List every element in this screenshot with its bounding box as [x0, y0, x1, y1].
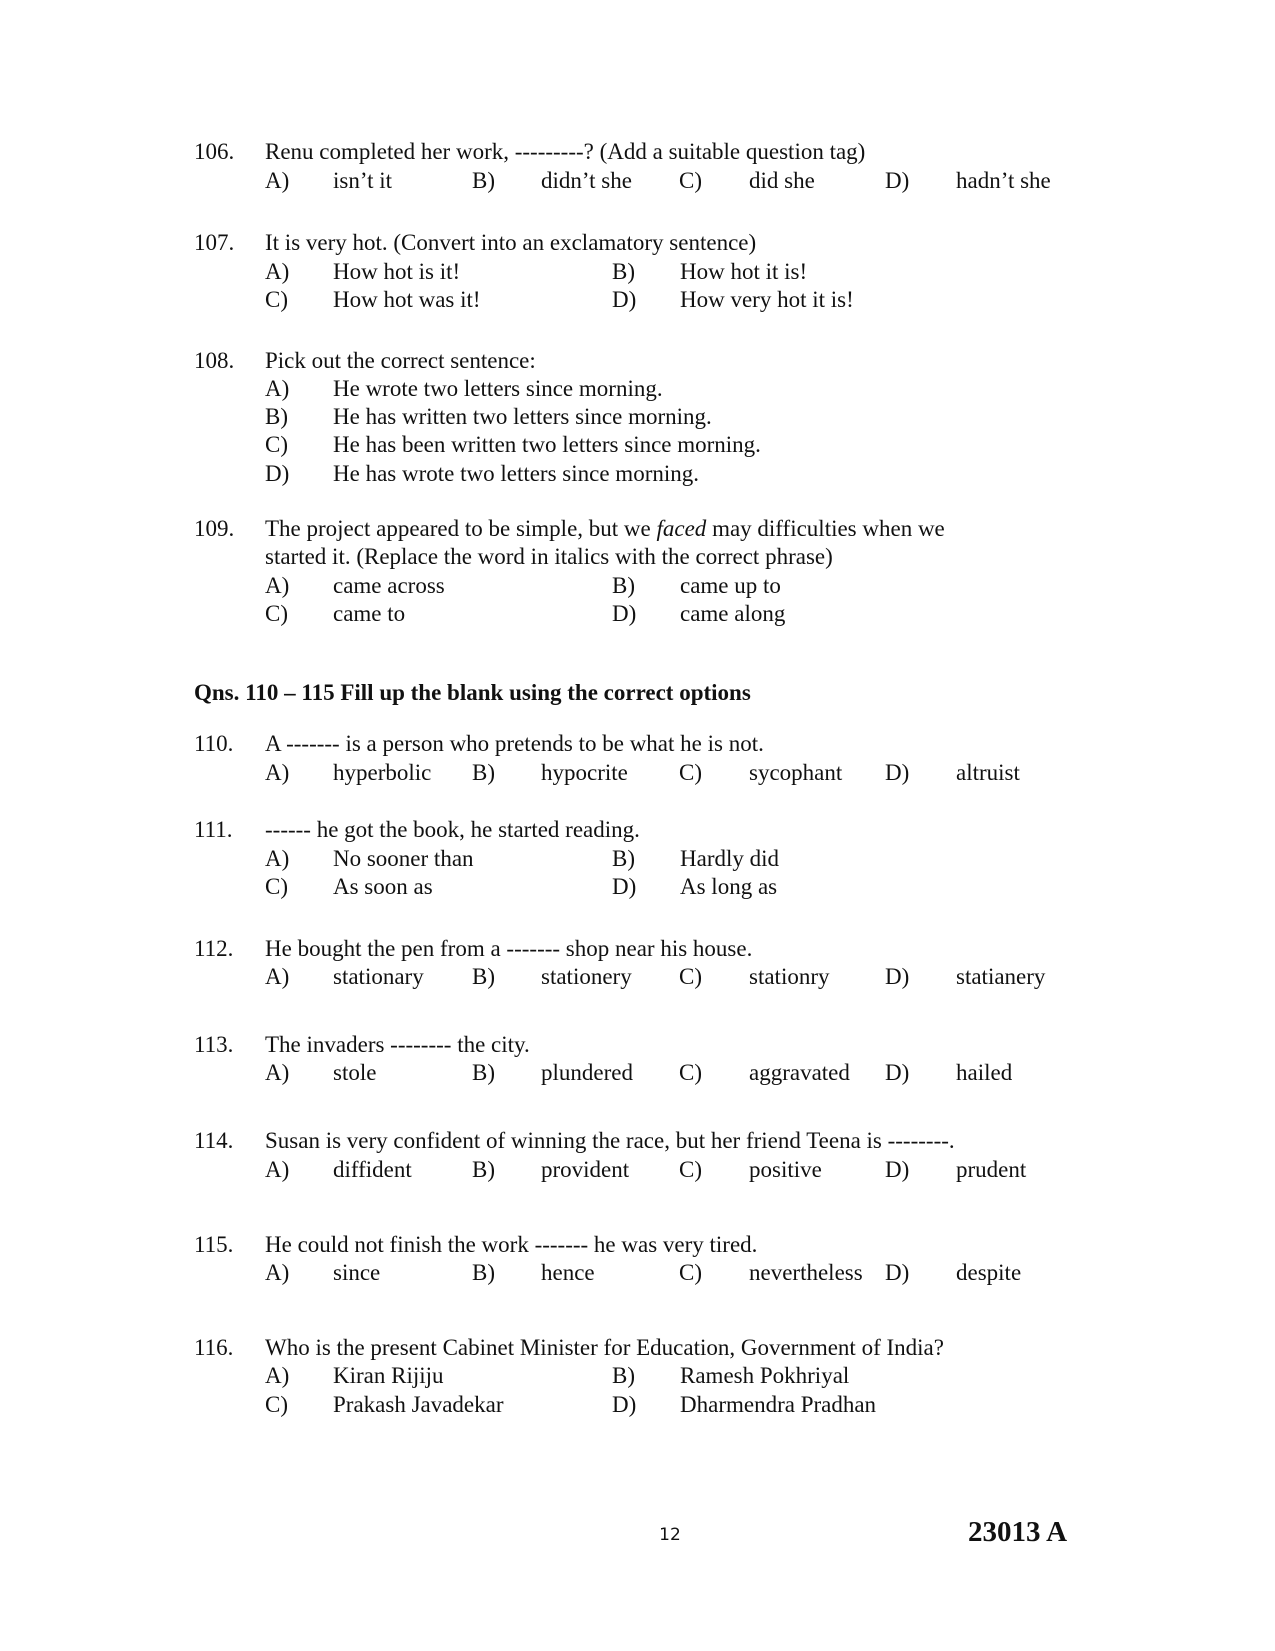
- option-text[interactable]: Dharmendra Pradhan: [680, 1392, 877, 1417]
- question-stem: Susan is very confident of winning the race, but her friend Teena is --------.: [265, 1128, 955, 1153]
- option-text[interactable]: altruist: [956, 760, 1020, 785]
- option-letter[interactable]: A): [265, 573, 290, 598]
- option-text[interactable]: didn’t she: [541, 168, 632, 193]
- question-number: 111.: [194, 817, 233, 842]
- option-letter[interactable]: C): [679, 964, 702, 989]
- question-number: 106.: [194, 139, 235, 164]
- option-text[interactable]: stationary: [333, 964, 424, 989]
- option-letter[interactable]: A): [265, 964, 290, 989]
- option-text[interactable]: hypocrite: [541, 760, 628, 785]
- option-letter[interactable]: D): [885, 1157, 910, 1182]
- option-letter[interactable]: B): [265, 404, 288, 429]
- option-text[interactable]: positive: [749, 1157, 822, 1182]
- option-text[interactable]: Ramesh Pokhriyal: [680, 1363, 850, 1388]
- option-text[interactable]: He wrote two letters since morning.: [333, 376, 663, 401]
- question-stem: ------ he got the book, he started reading.: [265, 817, 640, 842]
- option-letter[interactable]: C): [679, 168, 702, 193]
- option-text[interactable]: As long as: [680, 874, 778, 899]
- option-text[interactable]: stationery: [541, 964, 632, 989]
- option-text[interactable]: statianery: [956, 964, 1046, 989]
- option-text[interactable]: hyperbolic: [333, 760, 432, 785]
- option-letter[interactable]: A): [265, 259, 290, 284]
- option-text[interactable]: He has wrote two letters since morning.: [333, 461, 699, 486]
- option-text[interactable]: Hardly did: [680, 846, 780, 871]
- question-stem: A ------- is a person who pretends to be what he is not.: [265, 731, 764, 756]
- option-letter[interactable]: A): [265, 846, 290, 871]
- option-text[interactable]: since: [333, 1260, 381, 1285]
- option-text[interactable]: How very hot it is!: [680, 287, 854, 312]
- question-number: 112.: [194, 936, 234, 961]
- option-letter[interactable]: D): [885, 964, 910, 989]
- option-text[interactable]: diffident: [333, 1157, 412, 1182]
- option-letter[interactable]: B): [612, 573, 635, 598]
- option-text[interactable]: As soon as: [333, 874, 433, 899]
- question-number: 107.: [194, 230, 235, 255]
- option-letter[interactable]: A): [265, 1060, 290, 1085]
- option-text[interactable]: He has written two letters since morning.: [333, 404, 712, 429]
- question-number: 113.: [194, 1032, 234, 1057]
- question-stem: He could not finish the work ------- he was very tired.: [265, 1232, 758, 1257]
- option-letter[interactable]: B): [472, 964, 495, 989]
- option-text[interactable]: did she: [749, 168, 815, 193]
- option-text[interactable]: provident: [541, 1157, 630, 1182]
- option-letter[interactable]: C): [265, 1392, 288, 1417]
- question-stem: [265, 515, 945, 543]
- option-letter[interactable]: B): [472, 1060, 495, 1085]
- option-letter[interactable]: C): [265, 287, 288, 312]
- option-text[interactable]: stole: [333, 1060, 377, 1085]
- question-stem: started it. (Replace the word in italics with the correct phrase): [265, 544, 833, 569]
- option-letter[interactable]: A): [265, 760, 290, 785]
- option-letter[interactable]: C): [679, 1157, 702, 1182]
- option-text[interactable]: hadn’t she: [956, 168, 1051, 193]
- option-text[interactable]: plundered: [541, 1060, 633, 1085]
- option-letter[interactable]: B): [612, 846, 635, 871]
- option-text[interactable]: aggravated: [749, 1060, 850, 1085]
- option-letter[interactable]: D): [265, 461, 290, 486]
- option-letter[interactable]: D): [885, 1260, 910, 1285]
- stem-part: may difficulties when we: [706, 516, 945, 541]
- option-text[interactable]: How hot is it!: [333, 259, 461, 284]
- option-letter[interactable]: D): [885, 760, 910, 785]
- option-text[interactable]: hailed: [956, 1060, 1013, 1085]
- question-stem: It is very hot. (Convert into an exclamatory sentence): [265, 230, 757, 255]
- question-number: 110.: [194, 731, 234, 756]
- option-letter[interactable]: C): [265, 601, 288, 626]
- option-text[interactable]: How hot it is!: [680, 259, 808, 284]
- option-letter[interactable]: A): [265, 1157, 290, 1182]
- option-letter[interactable]: D): [612, 287, 637, 312]
- question-stem: He bought the pen from a ------- shop near his house.: [265, 936, 753, 961]
- option-letter[interactable]: C): [679, 760, 702, 785]
- option-text[interactable]: came to: [333, 601, 406, 626]
- option-letter[interactable]: C): [679, 1060, 702, 1085]
- option-letter[interactable]: A): [265, 1363, 290, 1388]
- option-letter[interactable]: B): [612, 1363, 635, 1388]
- option-letter[interactable]: B): [472, 168, 495, 193]
- question-stem: Pick out the correct sentence:: [265, 348, 536, 373]
- option-text[interactable]: came up to: [680, 573, 781, 598]
- option-text[interactable]: stationry: [749, 964, 830, 989]
- option-letter[interactable]: C): [679, 1260, 702, 1285]
- option-text[interactable]: came across: [333, 573, 445, 598]
- option-text[interactable]: How hot was it!: [333, 287, 481, 312]
- question-number: 108.: [194, 348, 235, 373]
- question-number: 109.: [194, 516, 235, 541]
- option-letter[interactable]: B): [472, 1157, 495, 1182]
- question-number: 115.: [194, 1232, 234, 1257]
- option-text[interactable]: prudent: [956, 1157, 1027, 1182]
- option-letter[interactable]: D): [885, 168, 910, 193]
- option-text[interactable]: came along: [680, 601, 786, 626]
- option-letter[interactable]: B): [472, 1260, 495, 1285]
- option-letter[interactable]: A): [265, 1260, 290, 1285]
- question-stem: Who is the present Cabinet Minister for Education, Government of India?: [265, 1335, 944, 1360]
- question-stem: The invaders -------- the city.: [265, 1032, 530, 1057]
- option-letter[interactable]: B): [472, 760, 495, 785]
- question-number: 114.: [194, 1128, 234, 1153]
- option-letter[interactable]: D): [612, 601, 637, 626]
- italic-word: faced: [656, 516, 707, 541]
- page-number: 12: [659, 1525, 681, 1545]
- option-text[interactable]: isn’t it: [333, 168, 393, 193]
- option-text[interactable]: Kiran Rijiju: [333, 1363, 444, 1388]
- option-text[interactable]: No sooner than: [333, 846, 474, 871]
- question-number: 116.: [194, 1335, 234, 1360]
- option-letter[interactable]: C): [265, 874, 288, 899]
- option-letter[interactable]: A): [265, 168, 290, 193]
- option-letter[interactable]: D): [885, 1060, 910, 1085]
- section-heading: Qns. 110 – 115 Fill up the blank using the correct options: [194, 680, 751, 705]
- option-letter[interactable]: C): [265, 432, 288, 457]
- booklet-code: 23013 A: [968, 1516, 1068, 1548]
- option-text[interactable]: He has been written two letters since morning.: [333, 432, 761, 457]
- option-text[interactable]: sycophant: [749, 760, 843, 785]
- option-text[interactable]: Prakash Javadekar: [333, 1392, 504, 1417]
- question-stem: Renu completed her work, ---------? (Add a suitable question tag): [265, 139, 866, 164]
- option-letter[interactable]: D): [612, 874, 637, 899]
- stem-part: The project appeared to be simple, but we: [265, 516, 657, 541]
- option-letter[interactable]: A): [265, 376, 290, 401]
- option-text[interactable]: hence: [541, 1260, 595, 1285]
- option-text[interactable]: nevertheless: [749, 1260, 863, 1285]
- option-text[interactable]: despite: [956, 1260, 1022, 1285]
- option-letter[interactable]: D): [612, 1392, 637, 1417]
- option-letter[interactable]: B): [612, 259, 635, 284]
